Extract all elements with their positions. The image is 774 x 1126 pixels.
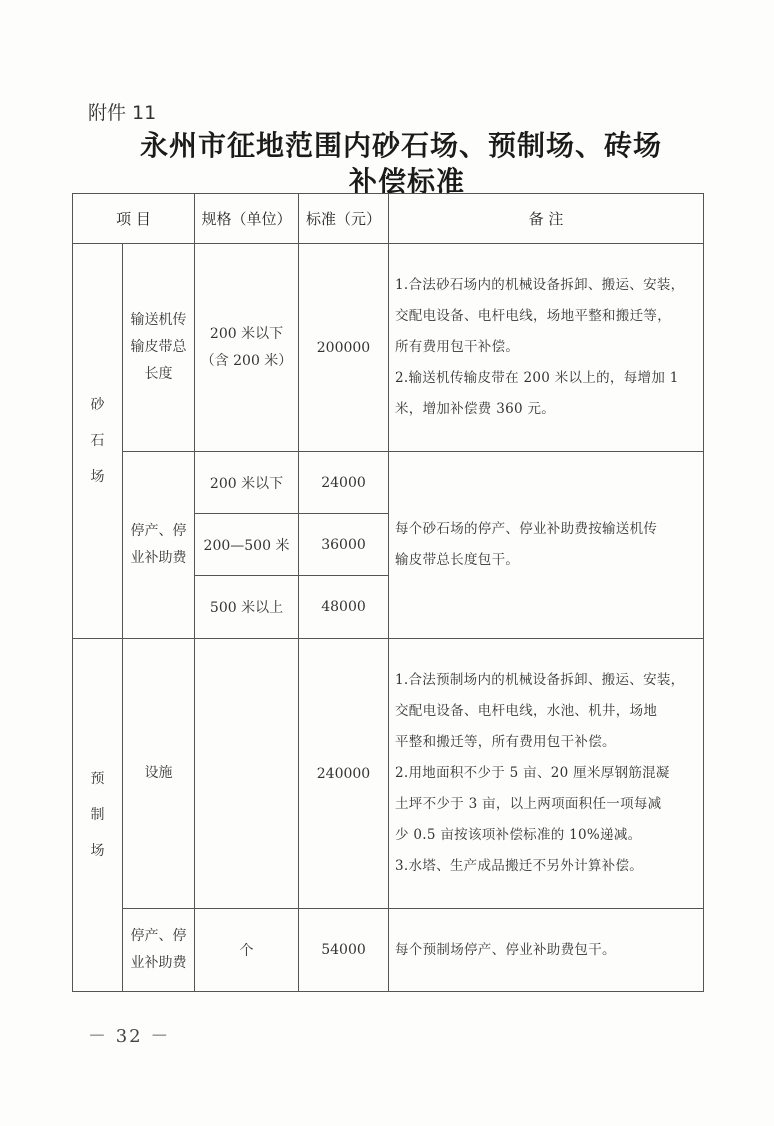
table-row: [73, 639, 704, 909]
standard-cell: 54000: [299, 909, 389, 992]
subitem-shutdown-subsidy: 停产、停 业补助费: [123, 452, 195, 639]
standard-cell: 48000: [299, 576, 389, 639]
subitem-shutdown-subsidy: 停产、停 业补助费: [123, 909, 195, 992]
header-spec: 规格（单位）: [195, 194, 299, 244]
remark-cell: 每个预制场停产、停业补助费包干。: [389, 909, 704, 992]
document-title: 永州市征地范围内砂石场、预制场、砖场: [139, 129, 662, 162]
standard-cell: 200000: [299, 244, 389, 452]
spec-cell: [195, 639, 299, 909]
spec-cell: 500 米以上: [195, 576, 299, 639]
standard-cell: 240000: [299, 639, 389, 909]
table-row: [73, 909, 704, 992]
table-row: [73, 244, 704, 452]
standard-cell: 24000: [299, 452, 389, 514]
subitem-facilities: 设施: [123, 639, 195, 909]
spec-cell: 200 米以下 （含 200 米）: [195, 244, 299, 452]
table-row: [73, 452, 704, 514]
category-precast: 预 制 场: [73, 639, 123, 992]
remark-cell: 1.合法预制场内的机械设备拆卸、搬运、安装， 交配电设备、电杆电线，水池、机井，场地 平整和搬迁等，所有费用包干补偿。 2.用地面积不少于 5 亩、20 厘米厚钢筋混凝 土坪不少于 3 亩，以上两项面积任一项每减 少 0.5 亩按该项补偿标准的 10%递减。 3.水塔、生产成品搬迁不另外计算补偿。: [389, 639, 704, 909]
subitem-conveyor-length: 输送机传 输皮带总 长度: [123, 244, 195, 452]
standard-cell: 36000: [299, 514, 389, 576]
remark-cell: 每个砂石场的停产、停业补助费按输送机传 输皮带总长度包干。: [389, 452, 704, 639]
header-standard: 标准（元）: [299, 194, 389, 244]
attachment-label: 附件 11: [88, 102, 157, 124]
spec-cell: 200—500 米: [195, 514, 299, 576]
header-item: 项 目: [73, 194, 195, 244]
header-remark: 备 注: [389, 194, 704, 244]
page-number: － 32 －: [88, 1026, 171, 1047]
remark-cell: 1.合法砂石场内的机械设备拆卸、搬运、安装， 交配电设备、电杆电线，场地平整和搬迁等， 所有费用包干补偿。 2.输送机传输皮带在 200 米以上的，每增加 1 米，增加补偿费 360 元。: [389, 244, 704, 452]
spec-cell: 200 米以下: [195, 452, 299, 514]
spec-cell: 个: [195, 909, 299, 992]
document-subtitle: 补偿标准: [348, 165, 465, 198]
table-header-row: [73, 194, 704, 244]
compensation-table: [72, 193, 704, 992]
category-sand-gravel: 砂 石 场: [73, 244, 123, 639]
